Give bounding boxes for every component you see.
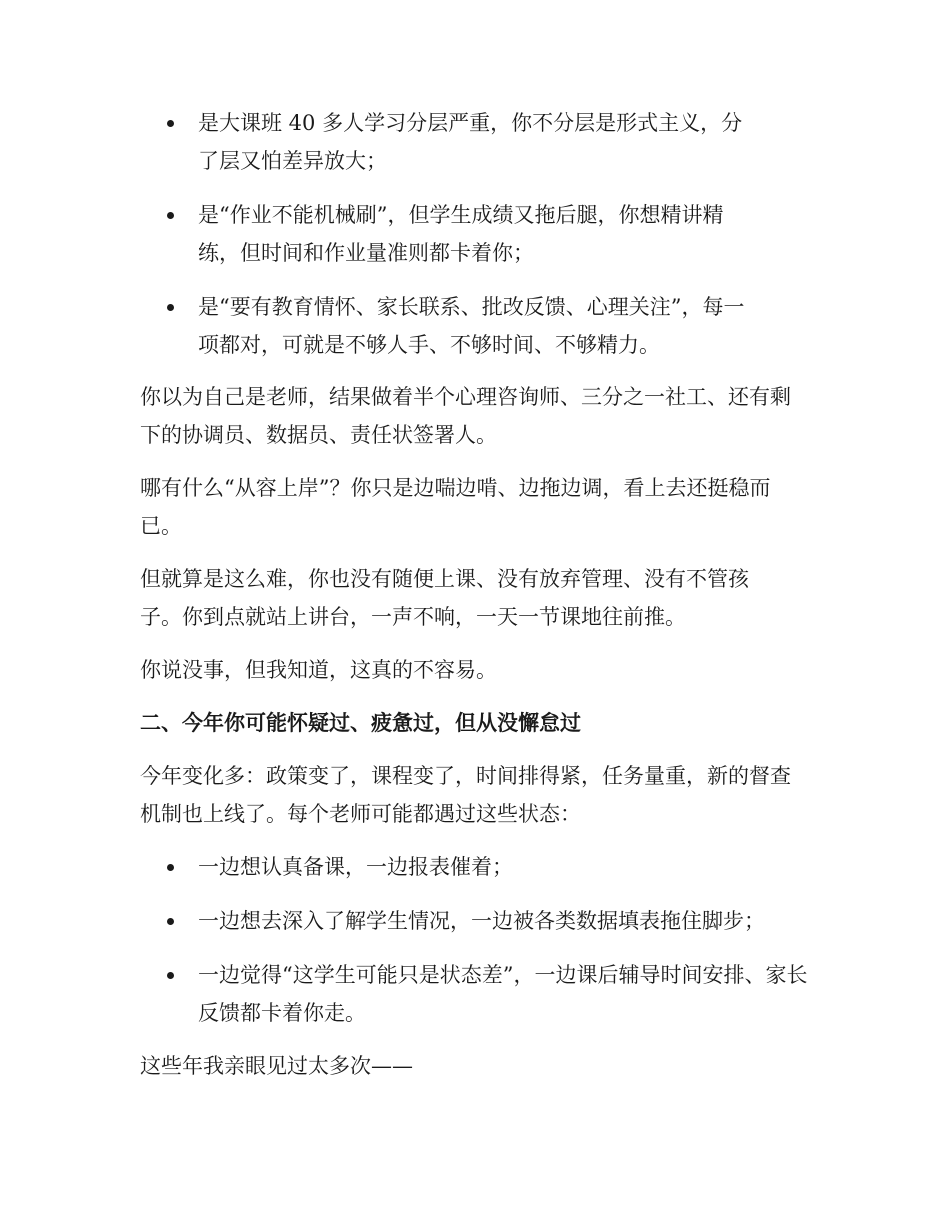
closing-line: 这些年我亲眼见过太多次—— [140,1054,413,1078]
paragraph: 哪有什么“从容上岸”？你只是边喘边啃、边拖边调，看上去还挺稳而已。 [140,476,771,538]
paragraph: 你以为自己是老师，结果做着半个心理咨询师、三分之一社工、还有剩下的协调员、数据员、责任状签署人。 [140,385,791,447]
paragraph: 你说没事，但我知道，这真的不容易。 [140,658,497,682]
bullet-dot-icon [167,212,174,219]
bullet-text: 一边想去深入了解学生情况，一边被各类数据填表拖住脚步； [198,909,765,933]
bullet-item [140,902,810,940]
section-heading: 二、今年你可能怀疑过、疲惫过，但从没懈怠过 [140,710,581,735]
bullet-item [140,104,760,180]
bullet-item [140,956,810,1032]
bullet-dot-icon [167,304,174,311]
bullet-item [140,288,760,364]
bullet-dot-icon [167,972,174,979]
bullet-text: 是“作业不能机械刷”，但学生成绩又拖后腿，你想精讲精练，但时间和作业量准则都卡着你； [198,203,724,265]
bullet-dot-icon [167,864,174,871]
bullet-text: 是大课班 40 多人学习分层严重，你不分层是形式主义，分了层又怕差异放大； [198,111,743,173]
paragraph: 但就算是这么难，你也没有随便上课、没有放弃管理、没有不管孩子。你到点就站上讲台，一声不响，一天一节课地往前推。 [140,567,749,629]
bullet-text: 一边想认真备课，一边报表催着； [198,855,513,879]
bullet-dot-icon [167,120,174,127]
bullet-list-challenges [140,104,760,364]
section-intro: 今年变化多：政策变了，课程变了，时间排得紧，任务量重，新的督查机制也上线了。每个老师可能都遇过这些状态： [140,764,791,826]
bullet-list-states [140,848,810,1032]
bullet-text: 一边觉得“这学生可能只是状态差”，一边课后辅导时间安排、家长反馈都卡着你走。 [198,963,808,1025]
bullet-text: 是“要有教育情怀、家长联系、批改反馈、心理关注”，每一项都对，可就是不够人手、不够时间、不够精力。 [198,295,745,357]
document-page [140,104,810,1085]
bullet-dot-icon [167,918,174,925]
bullet-item [140,848,810,886]
bullet-item [140,196,760,272]
